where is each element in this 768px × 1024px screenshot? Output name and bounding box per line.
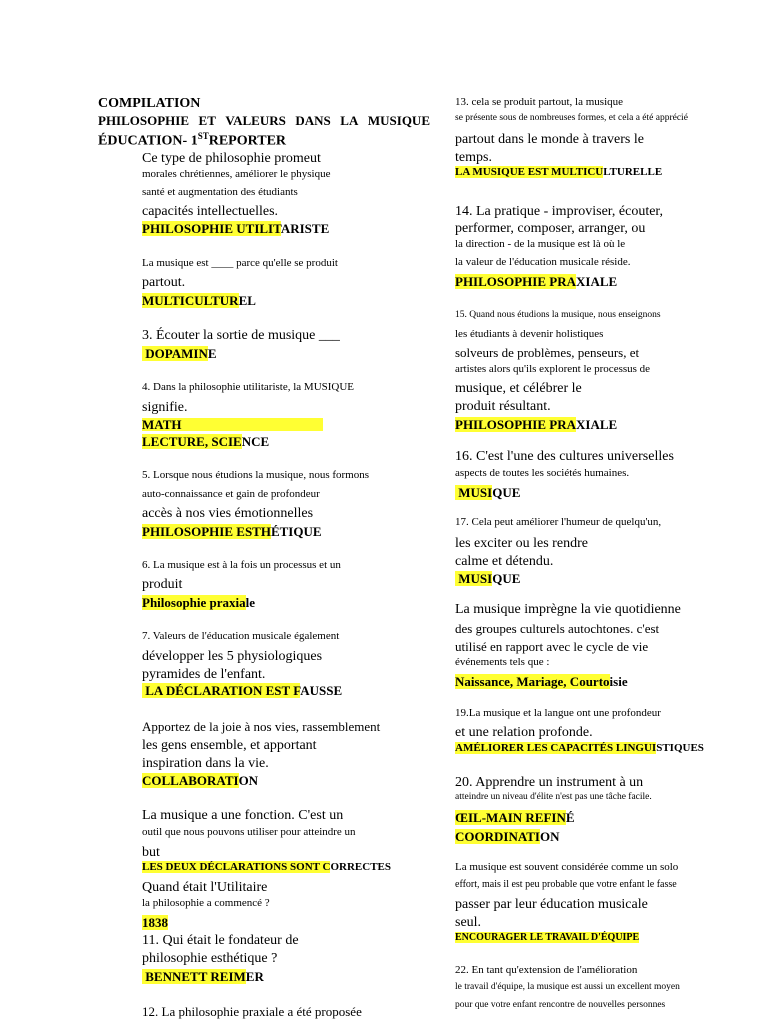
q19-answer: AMÉLIORER LES CAPACITÉS LINGUISTIQUES	[455, 742, 704, 754]
q14-text-3: la direction - de la musique est là où le	[455, 238, 626, 250]
q15-text-4: artistes alors qu'ils explorent le processus de	[455, 363, 651, 375]
q6-text-1: 6. La musique est à la fois un processus et un	[142, 559, 341, 571]
q16-text-1: 16. C'est l'une des cultures universelles	[455, 449, 674, 464]
q7-text-2: développer les 5 physiologiques	[142, 649, 323, 664]
q18-answer: Naissance, Mariage, Courtoisie	[455, 674, 628, 689]
q14-text-2: performer, composer, arranger, ou	[455, 221, 646, 236]
q1-text-4: capacités intellectuelles.	[142, 204, 279, 219]
q5-answer: PHILOSOPHIE ESTHÉTIQUE	[142, 524, 322, 539]
q16-answer: MUSIQUE	[455, 485, 521, 500]
doc-subtitle: PHILOSOPHIE ET VALEURS DANS LA MUSIQUE	[98, 113, 430, 128]
q7-text-1: 7. Valeurs de l'éducation musicale également	[142, 630, 340, 642]
q13-answer: LA MUSIQUE EST MULTICULTURELLE	[455, 166, 663, 178]
q20-text-1: 20. Apprendre un instrument à un	[455, 775, 644, 790]
q21-text-3: passer par leur éducation musicale	[455, 897, 648, 912]
q13-text-4: temps.	[455, 150, 492, 165]
q16-text-2: aspects de toutes les sociétés humaines.	[455, 467, 630, 479]
q4-text-1: 4. Dans la philosophie utilitariste, la MUSIQUE	[142, 381, 355, 393]
q17-text-1: 17. Cela peut améliorer l'humeur de quelqu'un,	[455, 516, 662, 528]
q14-text-4: la valeur de l'éducation musicale réside.	[455, 256, 631, 268]
doc-title: COMPILATION	[98, 96, 201, 111]
q18-text-1: La musique imprègne la vie quotidienne	[455, 602, 681, 617]
q14-text-1: 14. La pratique - improviser, écouter,	[455, 204, 664, 219]
q10-text-1: Quand était l'Utilitaire	[142, 880, 268, 895]
q1-text-1: Ce type de philosophie promeut	[142, 151, 321, 166]
q11-text-2: philosophie esthétique ?	[142, 951, 278, 966]
q15-answer: PHILOSOPHIE PRAXIALE	[455, 417, 618, 432]
q9-text-2: outil que nous pouvons utiliser pour atteindre un	[142, 826, 356, 838]
q8-answer: COLLABORATION	[142, 773, 259, 788]
q13-text-3: partout dans le monde à travers le	[455, 132, 644, 147]
q12-text-1: 12. La philosophie praxiale a été proposée	[142, 1004, 362, 1019]
q7-answer: LA DÉCLARATION EST FAUSSE	[142, 683, 343, 698]
q11-answer: BENNETT REIMER	[142, 969, 264, 984]
q21-text-2: effort, mais il est peu probable que votre enfant le fasse	[455, 879, 677, 890]
q19-text-2: et une relation profonde.	[455, 725, 593, 740]
q17-text-2: les exciter ou les rendre	[455, 536, 588, 551]
q19-text-1: 19.La musique et la langue ont une profondeur	[455, 707, 661, 719]
q21-text-4: seul.	[455, 915, 482, 930]
q20-text-2: atteindre un niveau d'élite n'est pas une tâche facile.	[455, 792, 652, 802]
q15-text-5: musique, et célébrer le	[455, 381, 582, 396]
q8-text-3: inspiration dans la vie.	[142, 756, 269, 771]
q6-text-2: produit	[142, 577, 183, 592]
q10-answer: 1838	[142, 915, 168, 930]
q5-text-3: accès à nos vies émotionnelles	[142, 506, 314, 521]
q5-text-1: 5. Lorsque nous étudions la musique, nous formons	[142, 469, 370, 481]
doc-heading-line3: ÉDUCATION- 1STREPORTER	[98, 131, 287, 149]
q15-text-2: les étudiants à devenir holistiques	[455, 328, 604, 340]
q13-text-2: se présente sous de nombreuses formes, et cela a été apprécié	[455, 113, 688, 123]
q10-text-2: la philosophie a commencé ?	[142, 897, 270, 909]
q5-text-2: auto-connaissance et gain de profondeur	[142, 488, 320, 500]
q13-text-1: 13. cela se produit partout, la musique	[455, 96, 624, 108]
q18-text-4: événements tels que :	[455, 656, 550, 668]
q11-text-1: 11. Qui était le fondateur de	[142, 933, 299, 948]
q21-text-1: La musique est souvent considérée comme un solo	[455, 861, 679, 873]
q4-answer-1: MATH	[142, 418, 323, 431]
q20-answer-2: COORDINATION	[455, 829, 560, 844]
q17-text-3: calme et détendu.	[455, 554, 554, 569]
q9-text-1: La musique a une fonction. C'est un	[142, 808, 344, 823]
q6-answer: Philosophie praxiale	[142, 595, 256, 610]
q8-text-1: Apportez de la joie à nos vies, rassemblement	[142, 719, 381, 734]
q1-text-2: morales chrétiennes, améliorer le physique	[142, 168, 331, 180]
q20-answer-1: ŒIL-MAIN REFINÉ	[455, 810, 575, 825]
q22-text-3: pour que votre enfant rencontre de nouvelles personnes	[455, 1000, 666, 1010]
q7-text-3: pyramides de l'enfant.	[142, 667, 266, 682]
q1-answer: PHILOSOPHIE UTILITARISTE	[142, 221, 330, 236]
q9-answer: LES DEUX DÉCLARATIONS SONT CORRECTES	[142, 861, 392, 873]
q4-text-2: signifie.	[142, 400, 188, 415]
q9-text-3: but	[142, 845, 160, 860]
q15-text-1: 15. Quand nous étudions la musique, nous enseignons	[455, 310, 661, 320]
q22-text-1: 22. En tant qu'extension de l'amélioration	[455, 964, 638, 976]
q2-text-2: partout.	[142, 275, 186, 290]
q3-text-1: 3. Écouter la sortie de musique ___	[142, 328, 340, 343]
q3-answer: DOPAMINE	[142, 346, 217, 361]
q14-answer: PHILOSOPHIE PRAXIALE	[455, 274, 618, 289]
q2-text-1: La musique est ____ parce qu'elle se produit	[142, 257, 338, 269]
q17-answer: MUSIQUE	[455, 571, 521, 586]
q1-text-3: santé et augmentation des étudiants	[142, 186, 298, 198]
q22-text-2: le travail d'équipe, la musique est aussi un excellent moyen	[455, 982, 680, 992]
q18-text-2: des groupes culturels autochtones. c'est	[455, 621, 660, 636]
q18-text-3: utilisé en rapport avec le cycle de vie	[455, 639, 649, 654]
q15-text-6: produit résultant.	[455, 399, 551, 414]
q21-answer: ENCOURAGER LE TRAVAIL D'ÉQUIPE	[455, 932, 640, 943]
q2-answer: MULTICULTUREL	[142, 293, 256, 308]
q8-text-2: les gens ensemble, et apportant	[142, 738, 317, 753]
q4-answer-2: LECTURE, SCIENCE	[142, 434, 270, 449]
q15-text-3: solveurs de problèmes, penseurs, et	[455, 345, 640, 360]
